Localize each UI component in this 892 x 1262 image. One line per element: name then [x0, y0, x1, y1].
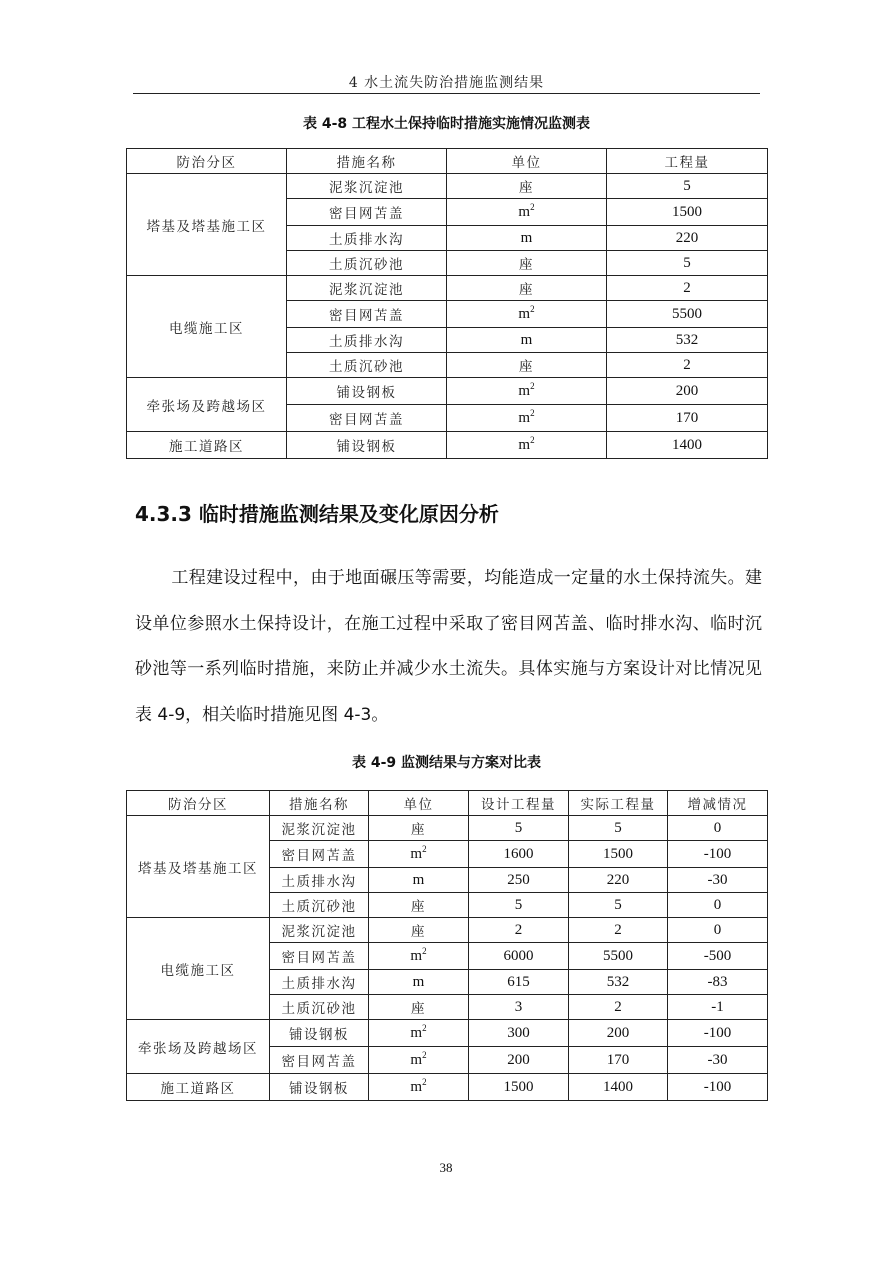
unit-text: m: [518, 382, 531, 399]
quantity-cell: 5: [607, 174, 768, 199]
unit-cell: [369, 1047, 469, 1074]
measure-cell: 铺设钢板: [287, 432, 447, 459]
quantity-cell: 532: [607, 328, 768, 353]
unit-cell: 座: [369, 918, 469, 943]
table-header-row: [127, 149, 768, 174]
change-cell: -100: [668, 1074, 768, 1101]
header-cell: 工程量: [607, 149, 768, 174]
zone-cell: 施工道路区: [127, 432, 287, 459]
measure-cell: 土质排水沟: [270, 868, 369, 893]
unit-text: m: [410, 1051, 423, 1068]
actual-cell: 532: [569, 970, 668, 995]
table-row: [127, 378, 768, 405]
table-4-8: [126, 148, 768, 459]
unit-cell: [447, 199, 607, 226]
paragraph-text: 工程建设过程中，由于地面碾压等需要，均能造成一定量的水土保持流失。建设单位参照水土保持设计，在施工过程中采取了密目网苫盖、临时排水沟、临时沉砂池等一系列临时措施，来防止并减少水土流失。具体实施与方案设计对比情况见表 4-9，相关临时措施见图 4-3。: [135, 568, 762, 725]
header-cell: 设计工程量: [469, 791, 569, 816]
measure-cell: 土质排水沟: [287, 226, 447, 251]
actual-cell: 5: [569, 893, 668, 918]
unit-superscript: 2: [530, 201, 535, 212]
design-cell: 3: [469, 995, 569, 1020]
header-cell: 实际工程量: [569, 791, 668, 816]
table-row: [127, 1020, 768, 1047]
quantity-cell: 200: [607, 378, 768, 405]
unit-cell: m: [447, 226, 607, 251]
change-cell: 0: [668, 893, 768, 918]
measure-cell: 密目网苫盖: [270, 943, 369, 970]
change-cell: 0: [668, 816, 768, 841]
design-cell: 300: [469, 1020, 569, 1047]
header-cell: 措施名称: [270, 791, 369, 816]
quantity-cell: 170: [607, 405, 768, 432]
measure-cell: 密目网苫盖: [270, 841, 369, 868]
running-header: 4 水土流失防治措施监测结果: [348, 75, 545, 91]
unit-cell: [447, 378, 607, 405]
unit-superscript: 2: [530, 407, 535, 418]
design-cell: 615: [469, 970, 569, 995]
zone-cell: 施工道路区: [127, 1074, 270, 1101]
unit-superscript: 2: [422, 1076, 427, 1087]
table-row: [127, 918, 768, 943]
unit-cell: [447, 301, 607, 328]
page-number: 38: [439, 1160, 453, 1175]
actual-cell: 200: [569, 1020, 668, 1047]
table-4-8-caption: 表 4-8 工程水土保持临时措施实施情况监测表: [302, 116, 591, 132]
unit-cell: [369, 1020, 469, 1047]
measure-cell: 密目网苫盖: [287, 301, 447, 328]
unit-text: m: [410, 947, 423, 964]
unit-cell: 座: [369, 995, 469, 1020]
unit-text: m: [518, 436, 531, 453]
actual-cell: 1500: [569, 841, 668, 868]
unit-text: m: [410, 1024, 423, 1041]
unit-cell: [369, 1074, 469, 1101]
unit-superscript: 2: [422, 1049, 427, 1060]
quantity-cell: 2: [607, 353, 768, 378]
unit-cell: 座: [447, 174, 607, 199]
quantity-cell: 1400: [607, 432, 768, 459]
section-heading: 4.3.3 临时措施监测结果及变化原因分析: [135, 502, 499, 526]
unit-cell: 座: [369, 893, 469, 918]
unit-cell: [447, 432, 607, 459]
change-cell: -100: [668, 841, 768, 868]
body-paragraph: [135, 556, 762, 738]
table-row: [127, 276, 768, 301]
change-cell: -83: [668, 970, 768, 995]
measure-cell: 密目网苫盖: [270, 1047, 369, 1074]
table-4-9-caption: 表 4-9 监测结果与方案对比表: [351, 755, 542, 771]
measure-cell: 泥浆沉淀池: [270, 918, 369, 943]
unit-superscript: 2: [422, 1022, 427, 1033]
quantity-cell: 5: [607, 251, 768, 276]
table-row: [127, 816, 768, 841]
unit-text: m: [518, 203, 531, 220]
table-4-9: [126, 790, 768, 1101]
measure-cell: 铺设钢板: [270, 1074, 369, 1101]
measure-cell: 土质排水沟: [287, 328, 447, 353]
unit-superscript: 2: [530, 303, 535, 314]
actual-cell: 220: [569, 868, 668, 893]
unit-cell: [447, 405, 607, 432]
unit-cell: m: [447, 328, 607, 353]
table-row: [127, 1074, 768, 1101]
table-header-row: [127, 791, 768, 816]
design-cell: 1600: [469, 841, 569, 868]
zone-cell: 牵张场及跨越场区: [127, 1020, 270, 1074]
header-rule: [133, 93, 760, 94]
quantity-cell: 1500: [607, 199, 768, 226]
header-cell: 防治分区: [127, 791, 270, 816]
change-cell: -100: [668, 1020, 768, 1047]
design-cell: 1500: [469, 1074, 569, 1101]
actual-cell: 2: [569, 918, 668, 943]
zone-cell: 塔基及塔基施工区: [127, 816, 270, 918]
unit-superscript: 2: [422, 945, 427, 956]
header-cell: 措施名称: [287, 149, 447, 174]
design-cell: 5: [469, 893, 569, 918]
measure-cell: 土质沉砂池: [270, 893, 369, 918]
unit-cell: [369, 943, 469, 970]
measure-cell: 土质沉砂池: [287, 251, 447, 276]
unit-superscript: 2: [530, 434, 535, 445]
measure-cell: 泥浆沉淀池: [270, 816, 369, 841]
measure-cell: 土质沉砂池: [287, 353, 447, 378]
measure-cell: 泥浆沉淀池: [287, 276, 447, 301]
unit-cell: 座: [447, 276, 607, 301]
unit-cell: m: [369, 970, 469, 995]
design-cell: 2: [469, 918, 569, 943]
unit-cell: [369, 841, 469, 868]
change-cell: -1: [668, 995, 768, 1020]
actual-cell: 170: [569, 1047, 668, 1074]
zone-cell: 塔基及塔基施工区: [127, 174, 287, 276]
change-cell: -30: [668, 1047, 768, 1074]
quantity-cell: 2: [607, 276, 768, 301]
measure-cell: 土质排水沟: [270, 970, 369, 995]
unit-text: m: [410, 1078, 423, 1095]
change-cell: -30: [668, 868, 768, 893]
design-cell: 200: [469, 1047, 569, 1074]
zone-cell: 牵张场及跨越场区: [127, 378, 287, 432]
table-row: [127, 174, 768, 199]
unit-superscript: 2: [422, 843, 427, 854]
actual-cell: 5: [569, 816, 668, 841]
measure-cell: 土质沉砂池: [270, 995, 369, 1020]
unit-text: m: [518, 305, 531, 322]
unit-cell: 座: [369, 816, 469, 841]
measure-cell: 泥浆沉淀池: [287, 174, 447, 199]
unit-text: m: [410, 845, 423, 862]
zone-cell: 电缆施工区: [127, 918, 270, 1020]
unit-cell: m: [369, 868, 469, 893]
measure-cell: 密目网苫盖: [287, 199, 447, 226]
unit-text: m: [518, 409, 531, 426]
change-cell: -500: [668, 943, 768, 970]
measure-cell: 铺设钢板: [270, 1020, 369, 1047]
header-cell: 防治分区: [127, 149, 287, 174]
design-cell: 6000: [469, 943, 569, 970]
actual-cell: 5500: [569, 943, 668, 970]
unit-superscript: 2: [530, 380, 535, 391]
zone-cell: 电缆施工区: [127, 276, 287, 378]
header-cell: 单位: [447, 149, 607, 174]
unit-cell: 座: [447, 353, 607, 378]
actual-cell: 2: [569, 995, 668, 1020]
actual-cell: 1400: [569, 1074, 668, 1101]
measure-cell: 铺设钢板: [287, 378, 447, 405]
header-cell: 单位: [369, 791, 469, 816]
quantity-cell: 5500: [607, 301, 768, 328]
quantity-cell: 220: [607, 226, 768, 251]
measure-cell: 密目网苫盖: [287, 405, 447, 432]
unit-cell: 座: [447, 251, 607, 276]
table-row: [127, 432, 768, 459]
change-cell: 0: [668, 918, 768, 943]
design-cell: 250: [469, 868, 569, 893]
header-cell: 增减情况: [668, 791, 768, 816]
design-cell: 5: [469, 816, 569, 841]
